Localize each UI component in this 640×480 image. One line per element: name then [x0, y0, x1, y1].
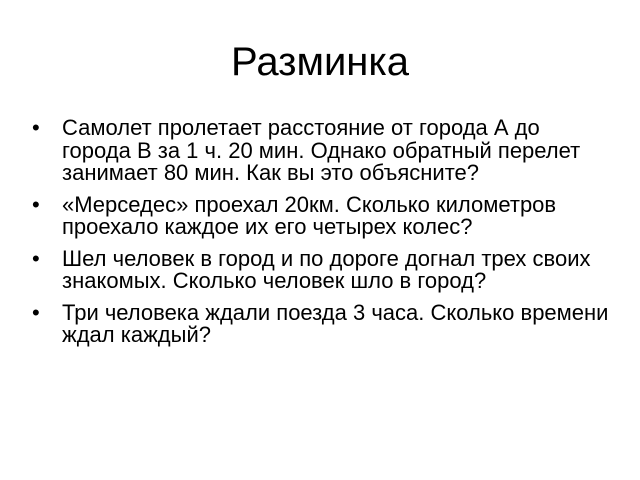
bullet-item	[32, 117, 612, 185]
bullet-text: «Мерседес» проехал 20км. Сколько километров проехало каждое их его четырех колес?	[62, 191, 557, 239]
bullet-list	[32, 117, 612, 356]
bullet-item	[32, 191, 612, 239]
bullet-item	[32, 299, 612, 347]
bullet-dot-icon: •	[32, 191, 40, 217]
bullet-text: Самолет пролетает расстояние от города А до города В за 1 ч. 20 мин. Однако обратный перелет занимает 80 мин. Как вы это объясните?	[62, 115, 581, 185]
bullet-item	[32, 245, 612, 293]
slide-title: Разминка	[230, 40, 410, 84]
bullet-dot-icon: •	[32, 299, 40, 325]
bullet-dot-icon: •	[32, 115, 40, 140]
bullet-dot-icon: •	[32, 245, 40, 271]
bullet-text: Шел человек в город и по дороге догнал трех своих знакомых. Сколько человек шло в город?	[62, 245, 591, 293]
bullet-text: Три человека ждали поезда 3 часа. Сколько времени ждал каждый?	[62, 299, 609, 347]
